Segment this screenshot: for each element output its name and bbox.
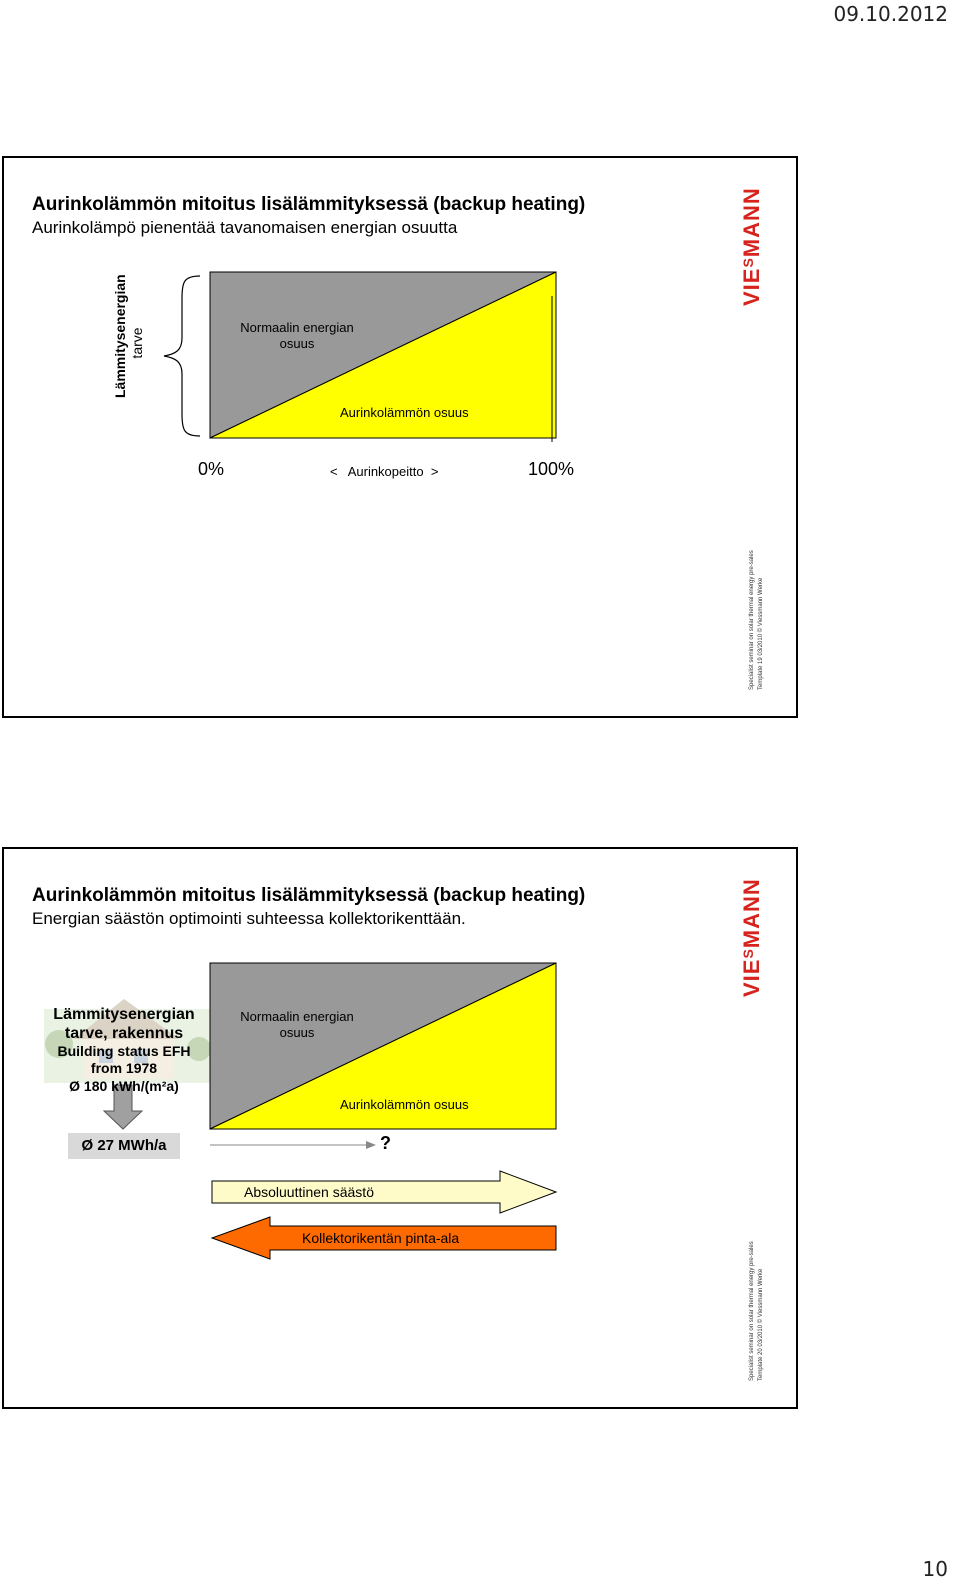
slide-1-subtitle: Aurinkolämpö pienentää tavanomaisen energian osuutta	[32, 218, 458, 237]
slide-1-title: Aurinkolämmön mitoitus lisälämmityksessä (backup heating)	[32, 194, 586, 215]
solar-share-chart	[4, 158, 796, 716]
axis-start-label: 0%	[198, 459, 225, 479]
slide-2-footer-line1: Specialist seminar on solar thermal energy pre-sales	[749, 1241, 755, 1381]
building-demand-line2: tarve, rakennus	[64, 1025, 184, 1042]
normal-energy-label-line1: Normaalin energian	[240, 320, 354, 335]
slide-2-footer-line2: Template 20 03/2010 © Viessmann Werke	[758, 1268, 764, 1381]
viessmann-logo: $VIE^SMANN$	[739, 878, 764, 997]
normal-energy-label-line2: osuus	[279, 1025, 315, 1040]
building-demand-line1: Lämmitysenergian	[53, 1006, 195, 1023]
normal-energy-label-line1: Normaalin energian	[240, 1009, 354, 1024]
savings-arrow-label: Absoluuttinen säästö	[244, 1184, 374, 1200]
normal-energy-label	[232, 320, 362, 352]
slide-2-title: Aurinkolämmön mitoitus lisälämmityksessä (backup heating)	[32, 885, 586, 906]
solar-energy-label: Aurinkolämmön osuus	[340, 1097, 469, 1112]
axis-end-label: 100%	[528, 459, 575, 479]
y-axis-label-line2: tarve	[129, 327, 145, 359]
slide-2-footer	[748, 1221, 766, 1381]
y-axis-label-line1: Lämmitysenergian	[112, 274, 128, 398]
brace	[164, 276, 200, 436]
page-number: 10	[922, 1557, 948, 1581]
slide-2	[2, 847, 798, 1409]
building-demand-line3: Building status EFH	[57, 1043, 191, 1059]
slide-1-footer-line1: Specialist seminar on solar thermal energy pre-sales	[749, 550, 755, 690]
building-demand-line5: Ø 180 kWh/(m²a)	[69, 1078, 179, 1094]
slide-1-footer-line2: Template 19 03/2010 © Viessmann Werke	[758, 577, 764, 690]
slide-1-footer	[748, 530, 766, 690]
slide-2-subtitle: Energian säästön optimointi suhteessa kollektorikenttään.	[32, 909, 466, 928]
savings-chart	[4, 849, 796, 1407]
building-demand-line4: from 1978	[90, 1060, 158, 1076]
solar-energy-label: Aurinkolämmön osuus	[340, 405, 469, 420]
axis-middle-label: < Aurinkopeitto >	[330, 464, 439, 479]
question-mark: ?	[380, 1133, 391, 1153]
viessmann-logo: $VIE^SMANN$	[739, 187, 764, 306]
slide-1	[2, 156, 798, 718]
collector-arrow-label: Kollektorikentän pinta-ala	[302, 1230, 460, 1246]
result-box: Ø 27 MWh/a	[81, 1137, 167, 1154]
print-date: 09.10.2012	[833, 2, 948, 26]
normal-energy-label-line2: osuus	[279, 336, 315, 351]
building-demand-label	[34, 1005, 214, 1096]
normal-energy-label	[232, 1009, 362, 1041]
